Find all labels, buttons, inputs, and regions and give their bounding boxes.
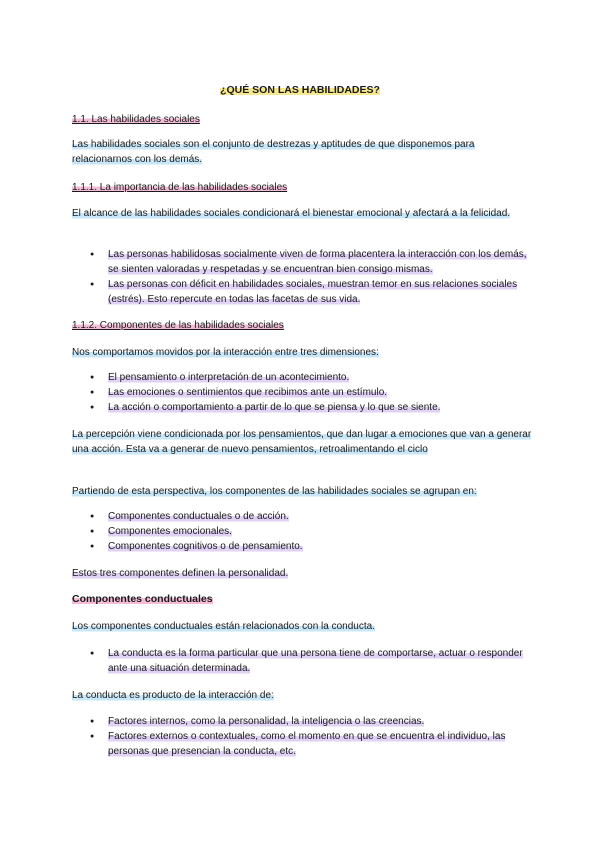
list-item: ● Componentes emocionales. (108, 524, 532, 539)
list-item: ● Factores externos o contextuales, como el momento en que se encuentra el individuo, las personas que presencian la conducta, etc. (108, 729, 532, 759)
list-item: ● Las emociones o sentimientos que recibimos ante un estímulo. (108, 385, 532, 400)
paragraph-perspective: Partiendo de esta perspectiva, los componentes de las habilidades sociales se agrupan en: (72, 486, 477, 497)
list-components (72, 509, 532, 554)
paragraph-perception: La percepción viene condicionada por los pensamientos, que dan lugar a emociones que van a generar una acción. Esta va a generar de nuevo pensamientos, retroalimentando el ciclo (72, 429, 532, 455)
list-conducta (72, 646, 532, 676)
list-item: ● Componentes conductuales o de acción. (108, 509, 532, 524)
section-heading-1-1-1: 1.1.1. La importancia de las habilidades sociales (72, 182, 288, 193)
list-item: ● Componentes cognitivos o de pensamiento. (108, 539, 532, 554)
list-item: ● La conducta es la forma particular que una persona tiene de comportarse, actuar o responder ante una situación determinada. (108, 646, 532, 676)
section-heading-1-1-2: 1.1.2. Componentes de las habilidades sociales (72, 320, 284, 331)
paragraph-definition: Las habilidades sociales son el conjunto de destrezas y aptitudes de que disponemos para relacionarnos con los demás. (72, 139, 475, 165)
page-title: ¿QUÉ SON LAS HABILIDADES? (220, 84, 380, 96)
list-factors (72, 714, 532, 759)
paragraph-importance: El alcance de las habilidades sociales condicionará el bienestar emocional y afectará a la felicidad. (72, 208, 511, 219)
section-heading-1-1: 1.1. Las habilidades sociales (72, 114, 200, 125)
paragraph-interaction: La conducta es producto de la interacción de: (72, 690, 274, 701)
paragraph-conductual: Los componentes conductuales están relacionados con la conducta. (72, 621, 375, 632)
list-importance (72, 247, 532, 307)
subheading-componentes-conductuales: Componentes conductuales (72, 593, 213, 605)
paragraph-personality: Estos tres componentes definen la personalidad. (72, 568, 289, 579)
list-item: ● Las personas habilidosas socialmente viven de forma placentera la interacción con los demás, se sienten valoradas y respetadas y se encuentran bien consigo mismas. (108, 247, 532, 277)
list-item: ● Factores internos, como la personalidad, la inteligencia o las creencias. (108, 714, 532, 729)
list-dimensions (72, 370, 532, 415)
list-item: ● Las personas con déficit en habilidades sociales, muestran temor en sus relaciones sociales (estrés). Esto repercute en todas las facetas de sus vida. (108, 277, 532, 307)
list-item: ● El pensamiento o interpretación de un acontecimiento. (108, 370, 532, 385)
list-item: ● La acción o comportamiento a partir de lo que se piensa y lo que se siente. (108, 400, 532, 415)
paragraph-dimensions: Nos comportamos movidos por la interacción entre tres dimensiones: (72, 347, 379, 358)
